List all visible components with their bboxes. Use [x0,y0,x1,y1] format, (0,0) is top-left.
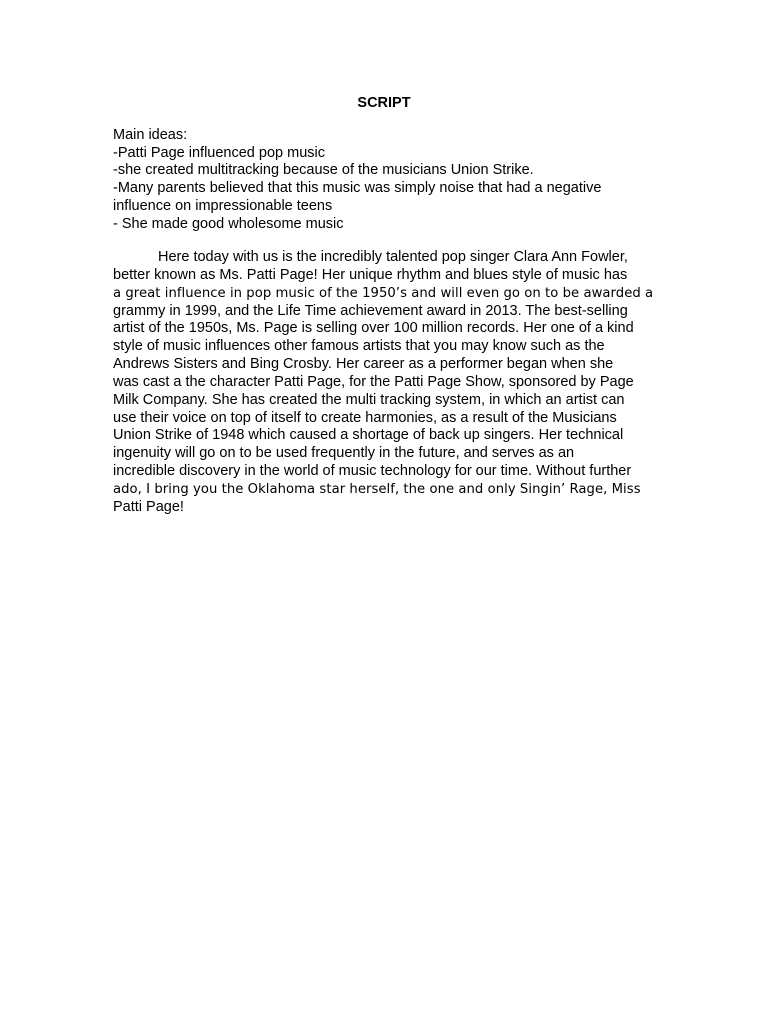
main-ideas-heading: Main ideas: [113,127,188,143]
document-title: SCRIPT [357,95,411,111]
paragraph-line: use their voice on top of itself to create harmonies, as a result of the Musicians [113,409,617,426]
paragraph-line: a great influence in pop music of the 1950’s and will even go on to be awarded a [113,285,654,301]
paragraph-line: artist of the 1950s, Ms. Page is selling over 100 million records. Her one of a kind [113,320,634,337]
main-idea-item: -Many parents believed that this music was simply noise that had a negative [113,180,602,197]
paragraph-line: ingenuity will go on to be used frequently in the future, and serves as an [113,445,575,462]
main-idea-item: influence on impressionable teens [113,197,333,214]
paragraph-line: was cast a the character Patti Page, for the Patti Page Show, sponsored by Page [113,373,634,390]
paragraph-line: Union Strike of 1948 which caused a shortage of back up singers. Her technical [113,427,624,444]
paragraph-line: Andrews Sisters and Bing Crosby. Her career as a performer began when she [113,356,614,373]
paragraph-line: better known as Ms. Patti Page! Her unique rhythm and blues style of music has [113,266,628,283]
paragraph-line: Patti Page! [113,498,184,515]
main-ideas-list [113,127,673,233]
paragraph-line: style of music influences other famous artists that you may know such as the [113,338,605,355]
paragraph-line: Here today with us is the incredibly talented pop singer Clara Ann Fowler, [158,249,628,265]
script-paragraph [113,249,663,517]
paragraph-line: Milk Company. She has created the multi tracking system, in which an artist can [113,391,625,408]
main-idea-item: -Patti Page influenced pop music [113,144,325,161]
paragraph-line: ado, I bring you the Oklahoma star herself, the one and only Singin’ Rage, Miss [113,481,641,497]
main-idea-item: - She made good wholesome music [113,215,344,232]
paragraph-line: grammy in 1999, and the Life Time achievement award in 2013. The best-selling [113,302,628,319]
paragraph-line: incredible discovery in the world of music technology for our time. Without further [113,463,632,480]
main-idea-item: -she created multitracking because of the musicians Union Strike. [113,162,534,179]
